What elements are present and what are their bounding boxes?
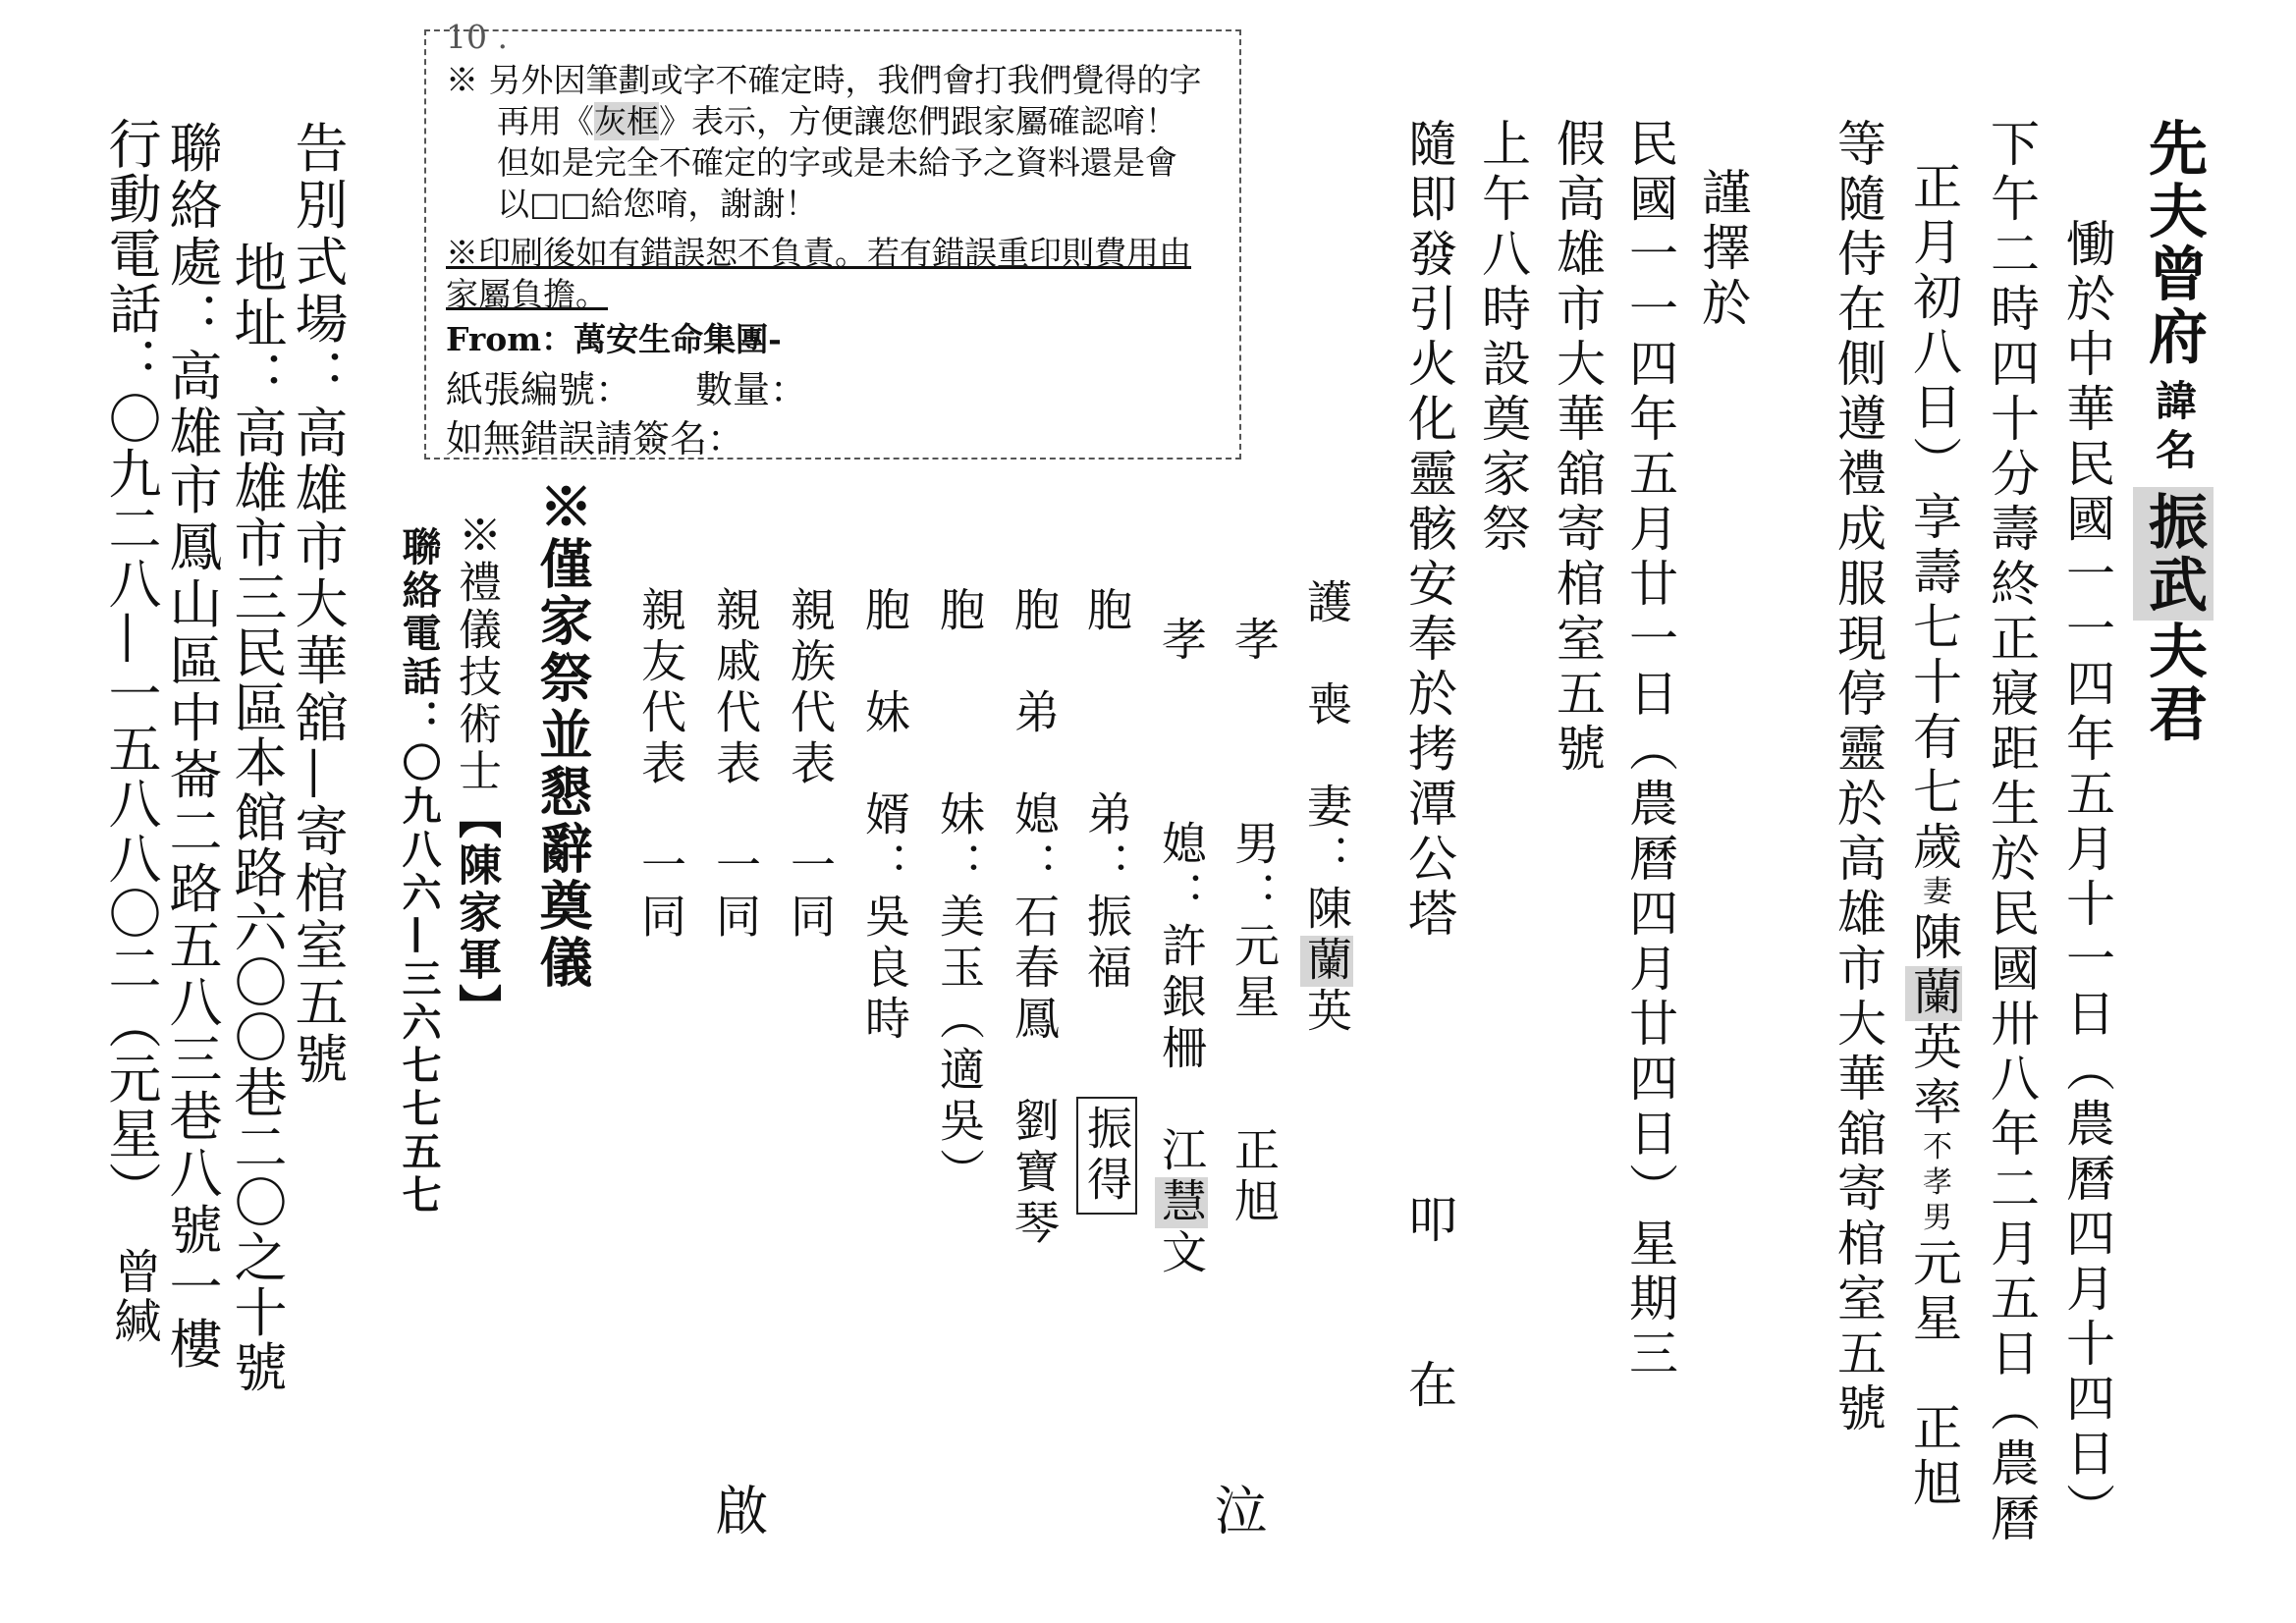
tech-name: 【陳家軍】 [451,794,501,1031]
family-names: 一同 [709,841,762,945]
address-value: 高雄市三民區本館路六〇〇巷二〇之十號 [226,405,288,1395]
ceremony-cremation: 隨即發引火化靈骸安奉於拷潭公塔 [1400,118,1457,943]
family-names: 美玉（適吳） [933,893,986,1200]
ceremony-date: 民國一一四年五月廿一日（農曆四月廿四日）星期三 [1621,118,1678,1382]
ceremony-select: 謹擇於 [1694,167,1751,332]
family-name-pre: 振福 [1080,893,1133,1098]
wife-name-a: 陳 [1905,910,1962,966]
family-names: 元星 正旭 [1228,922,1281,1229]
family-role: 胞 妹： [933,586,986,893]
proof-line-6: 家屬負擔。 [446,275,608,313]
family-role: 親戚代表 [709,586,762,842]
death-line-4: 等隨侍在側遵禮成服現停靈於高雄市大華舘寄棺室五號 [1830,118,1886,1437]
proof-box [424,18,1241,460]
death-line-2: 下午二時四十分壽終正寢距生於民國卅八年二月五日（農曆 [1983,118,2040,1547]
proof-line-5: ※印刷後如有錯誤恕不負責。若有錯誤重印則費用由 [446,234,1191,272]
address-label: 地址： [226,240,288,406]
gray-box-sample: 灰框 [594,102,659,140]
qty-label: 數量： [695,368,808,411]
notice-tech [451,477,540,1031]
family-row [634,546,729,945]
family-name-boxed: 振得 [1076,1097,1137,1215]
family-name-post: 文 [1155,1228,1208,1280]
title-suffix: 夫君 [2139,620,2208,746]
death-line-3 [1905,118,2007,1512]
proof-top-fragment: 10 . [446,18,508,56]
age-text: 正月初八日）享壽七十有七歲 [1905,160,1962,876]
proof-paper-qty [446,359,807,413]
family-role: 孝 媳： [1155,616,1208,923]
from-value: 萬安生命集團- [574,320,782,358]
family-role: 護 喪 妻： [1300,578,1353,886]
closing-weep: 泣 [1206,1483,1268,1536]
family-name-pre: 陳 [1300,885,1353,937]
son-label: 不孝男 [1917,1130,1951,1237]
notice-tel: 聯絡電話：〇九八六—三六七七五七 [396,526,442,1217]
family-role: 孝 男： [1228,616,1281,923]
tech-label: ※禮儀技術士 [451,512,501,795]
proof-line-2 [497,96,1177,142]
notice-main: ※僅家祭並懇辭奠儀 [531,479,594,992]
phone-value: 〇九二八—一五八八〇二（元星） [100,391,162,1217]
family-names: 吳良時 [858,893,911,1047]
office-value: 高雄市鳳山區中崙二路五八三巷八號一樓 [161,348,223,1374]
wife-label: 妻 [1917,875,1951,911]
proof-sign: 如無錯誤請簽名： [446,417,745,460]
family-name-pre: 許銀柵 江 [1155,922,1208,1178]
paper-label: 紙張編號： [446,368,633,411]
family-role: 胞 弟 媳： [1008,586,1061,893]
from-label: From： [446,320,574,358]
title-column [2139,69,2262,746]
family-name-post: 英 [1300,987,1353,1039]
wife-name-c: 英率 [1905,1020,1962,1131]
ceremony-venue: 假高雄市大華舘寄棺室五號 [1549,118,1606,778]
proof-line-4: 以□□給您唷，謝謝！ [497,185,818,223]
signer: 曾緘 [106,1247,161,1345]
proof-line-2a: 再用《 [497,102,594,140]
koukai-text: 叩 在 [1400,1194,1457,1414]
family-names: 一同 [634,841,687,945]
wife-name-b: 蘭 [1905,965,1962,1021]
family-names: 一同 [784,841,837,945]
proof-from [446,314,782,360]
family-name-hl: 蘭 [1300,936,1353,988]
office-label: 聯絡處： [161,120,223,349]
phone-label: 行動電話： [100,116,162,392]
ceremony-time: 上午八時設奠家祭 [1474,118,1531,558]
deceased-name: 振武 [2133,487,2214,621]
proof-line-1: ※ 另外因筆劃或字不確定時，我們會打我們覺得的字 [446,61,1202,99]
proof-line-3: 但如是完全不確定的字或是未給予之資料還是會 [497,143,1177,182]
title-honorific: 諱名 [2150,378,2198,477]
family-role: 胞 妹 婿： [858,586,911,893]
sons-names: 元星 正旭 [1905,1236,1962,1512]
venue-label: 告別式場： [287,120,349,406]
contact-phone [100,79,210,1217]
family-role: 胞 弟： [1080,586,1133,893]
title-prefix: 先夫曾府 [2139,117,2208,369]
family-name-hl: 慧 [1155,1177,1208,1229]
family-role: 親友代表 [634,586,687,842]
venue-value: 高雄市大華舘—寄棺室五號 [287,405,349,1089]
closing-qi: 啟 [707,1483,769,1536]
death-date-line: 慟於中華民國一一四年五月十一日（農曆四月十四日） [2058,218,2115,1538]
proof-line-2b: 》表示，方便讓您們跟家屬確認唷！ [659,102,1177,140]
family-role: 親族代表 [784,586,837,842]
family-names: 石春鳳 劉寶琴 [1008,893,1061,1251]
